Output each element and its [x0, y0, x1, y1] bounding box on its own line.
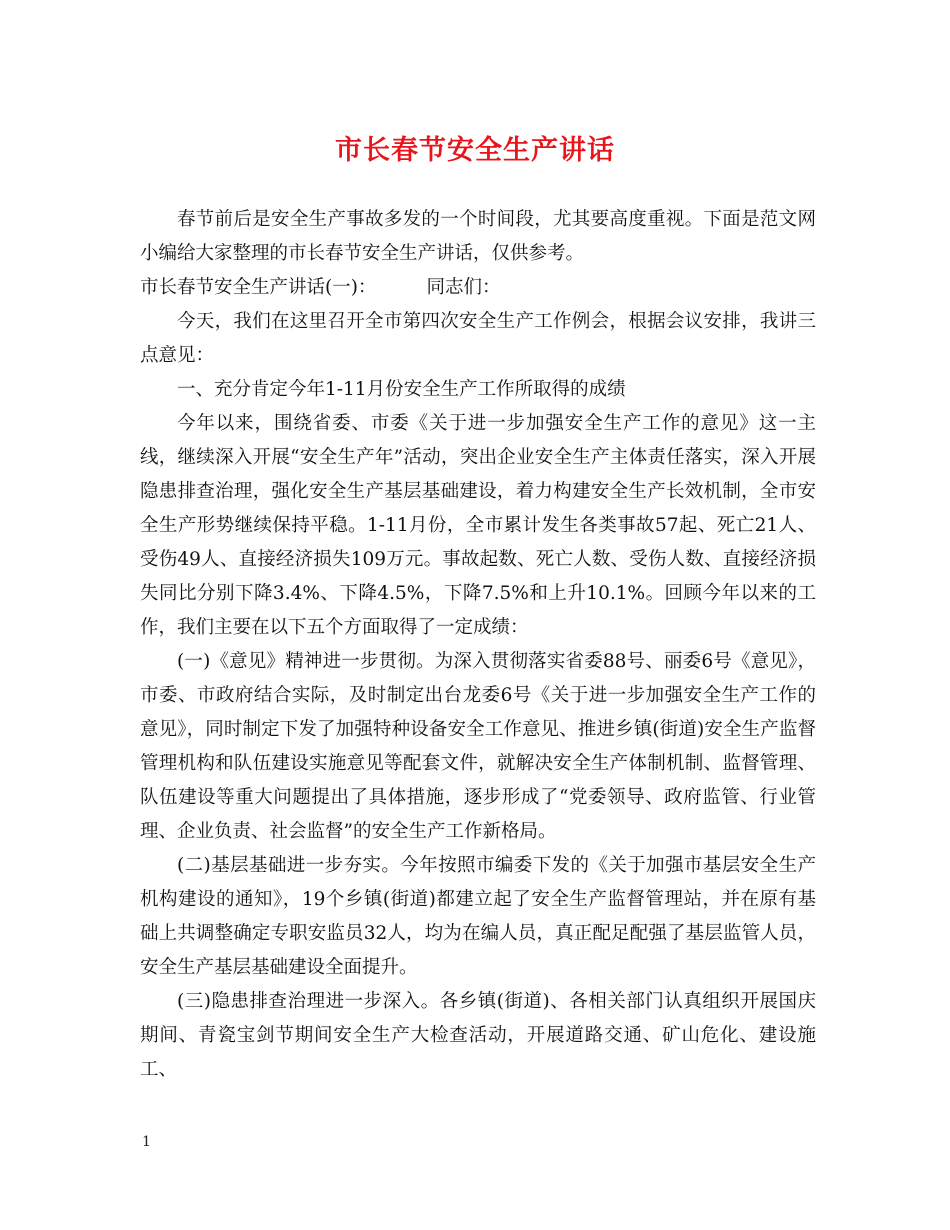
paragraph-opening: 今天，我们在这里召开全市第四次安全生产工作例会，根据会议安排，我讲三点意见：: [140, 311, 816, 366]
intro-paragraph: 春节前后是安全生产事故多发的一个时间段，尤其要高度重视。下面是范文网小编给大家整理的市长春节安全生产讲话，仅供参考。: [140, 209, 816, 264]
subheading: 市长春节安全生产讲话(一)：: [140, 277, 377, 298]
paragraph-item-2: (二)基层基础进一步夯实。今年按照市编委下发的《关于加强市基层安全生产机构建设的通知》，19个乡镇(街道)都建立起了安全生产监督管理站，并在原有基础上共调整确定专职安监员32人，均为在编人员，真正配足配强了基层监管人员，安全生产基层基础建设全面提升。: [140, 855, 816, 978]
paragraph-summary: 今年以来，围绕省委、市委《关于进一步加强安全生产工作的意见》这一主线，继续深入开展“安全生产年”活动，突出企业安全生产主体责任落实，深入开展隐患排查治理，强化安全生产基层基础建设，着力构建安全生产长效机制，全市安全生产形势继续保持平稳。1-11月份，全市累计发生各类事故57起、死亡21人、受伤49人、直接经济损失109万元。事故起数、死亡人数、受伤人数、直接经济损失同比分别下降3.4%、下降4.5%，下降7.5%和上升10.1%。回顾今年以来的工作，我们主要在以下五个方面取得了一定成绩：: [140, 413, 816, 638]
subheading-line: [140, 271, 816, 305]
paragraph-item-3: (三)隐患排查治理进一步深入。各乡镇(街道)、各相关部门认真组织开展国庆期间、青瓷宝剑节期间安全生产大检查活动，开展道路交通、矿山危化、建设施工、: [140, 991, 816, 1080]
salutation: 同志们：: [426, 277, 501, 298]
paragraph-item-1: (一)《意见》精神进一步贯彻。为深入贯彻落实省委88号、丽委6号《意见》，市委、市政府结合实际，及时制定出台龙委6号《关于进一步加强安全生产工作的意见》，同时制定下发了加强特种设备安全工作意见、推进乡镇(街道)安全生产监督管理机构和队伍建设实施意见等配套文件，就解决安全生产体制机制、监督管理、队伍建设等重大问题提出了具体措施，逐步形成了“党委领导、政府监管、行业管理、企业负责、社会监督”的安全生产工作新格局。: [140, 651, 816, 842]
document-body: [140, 203, 816, 1087]
section-heading-1: 一、充分肯定今年1-11月份安全生产工作所取得的成绩: [177, 379, 626, 400]
document-title: 市长春节安全生产讲话: [335, 135, 615, 166]
page-number: 1: [142, 1134, 151, 1150]
